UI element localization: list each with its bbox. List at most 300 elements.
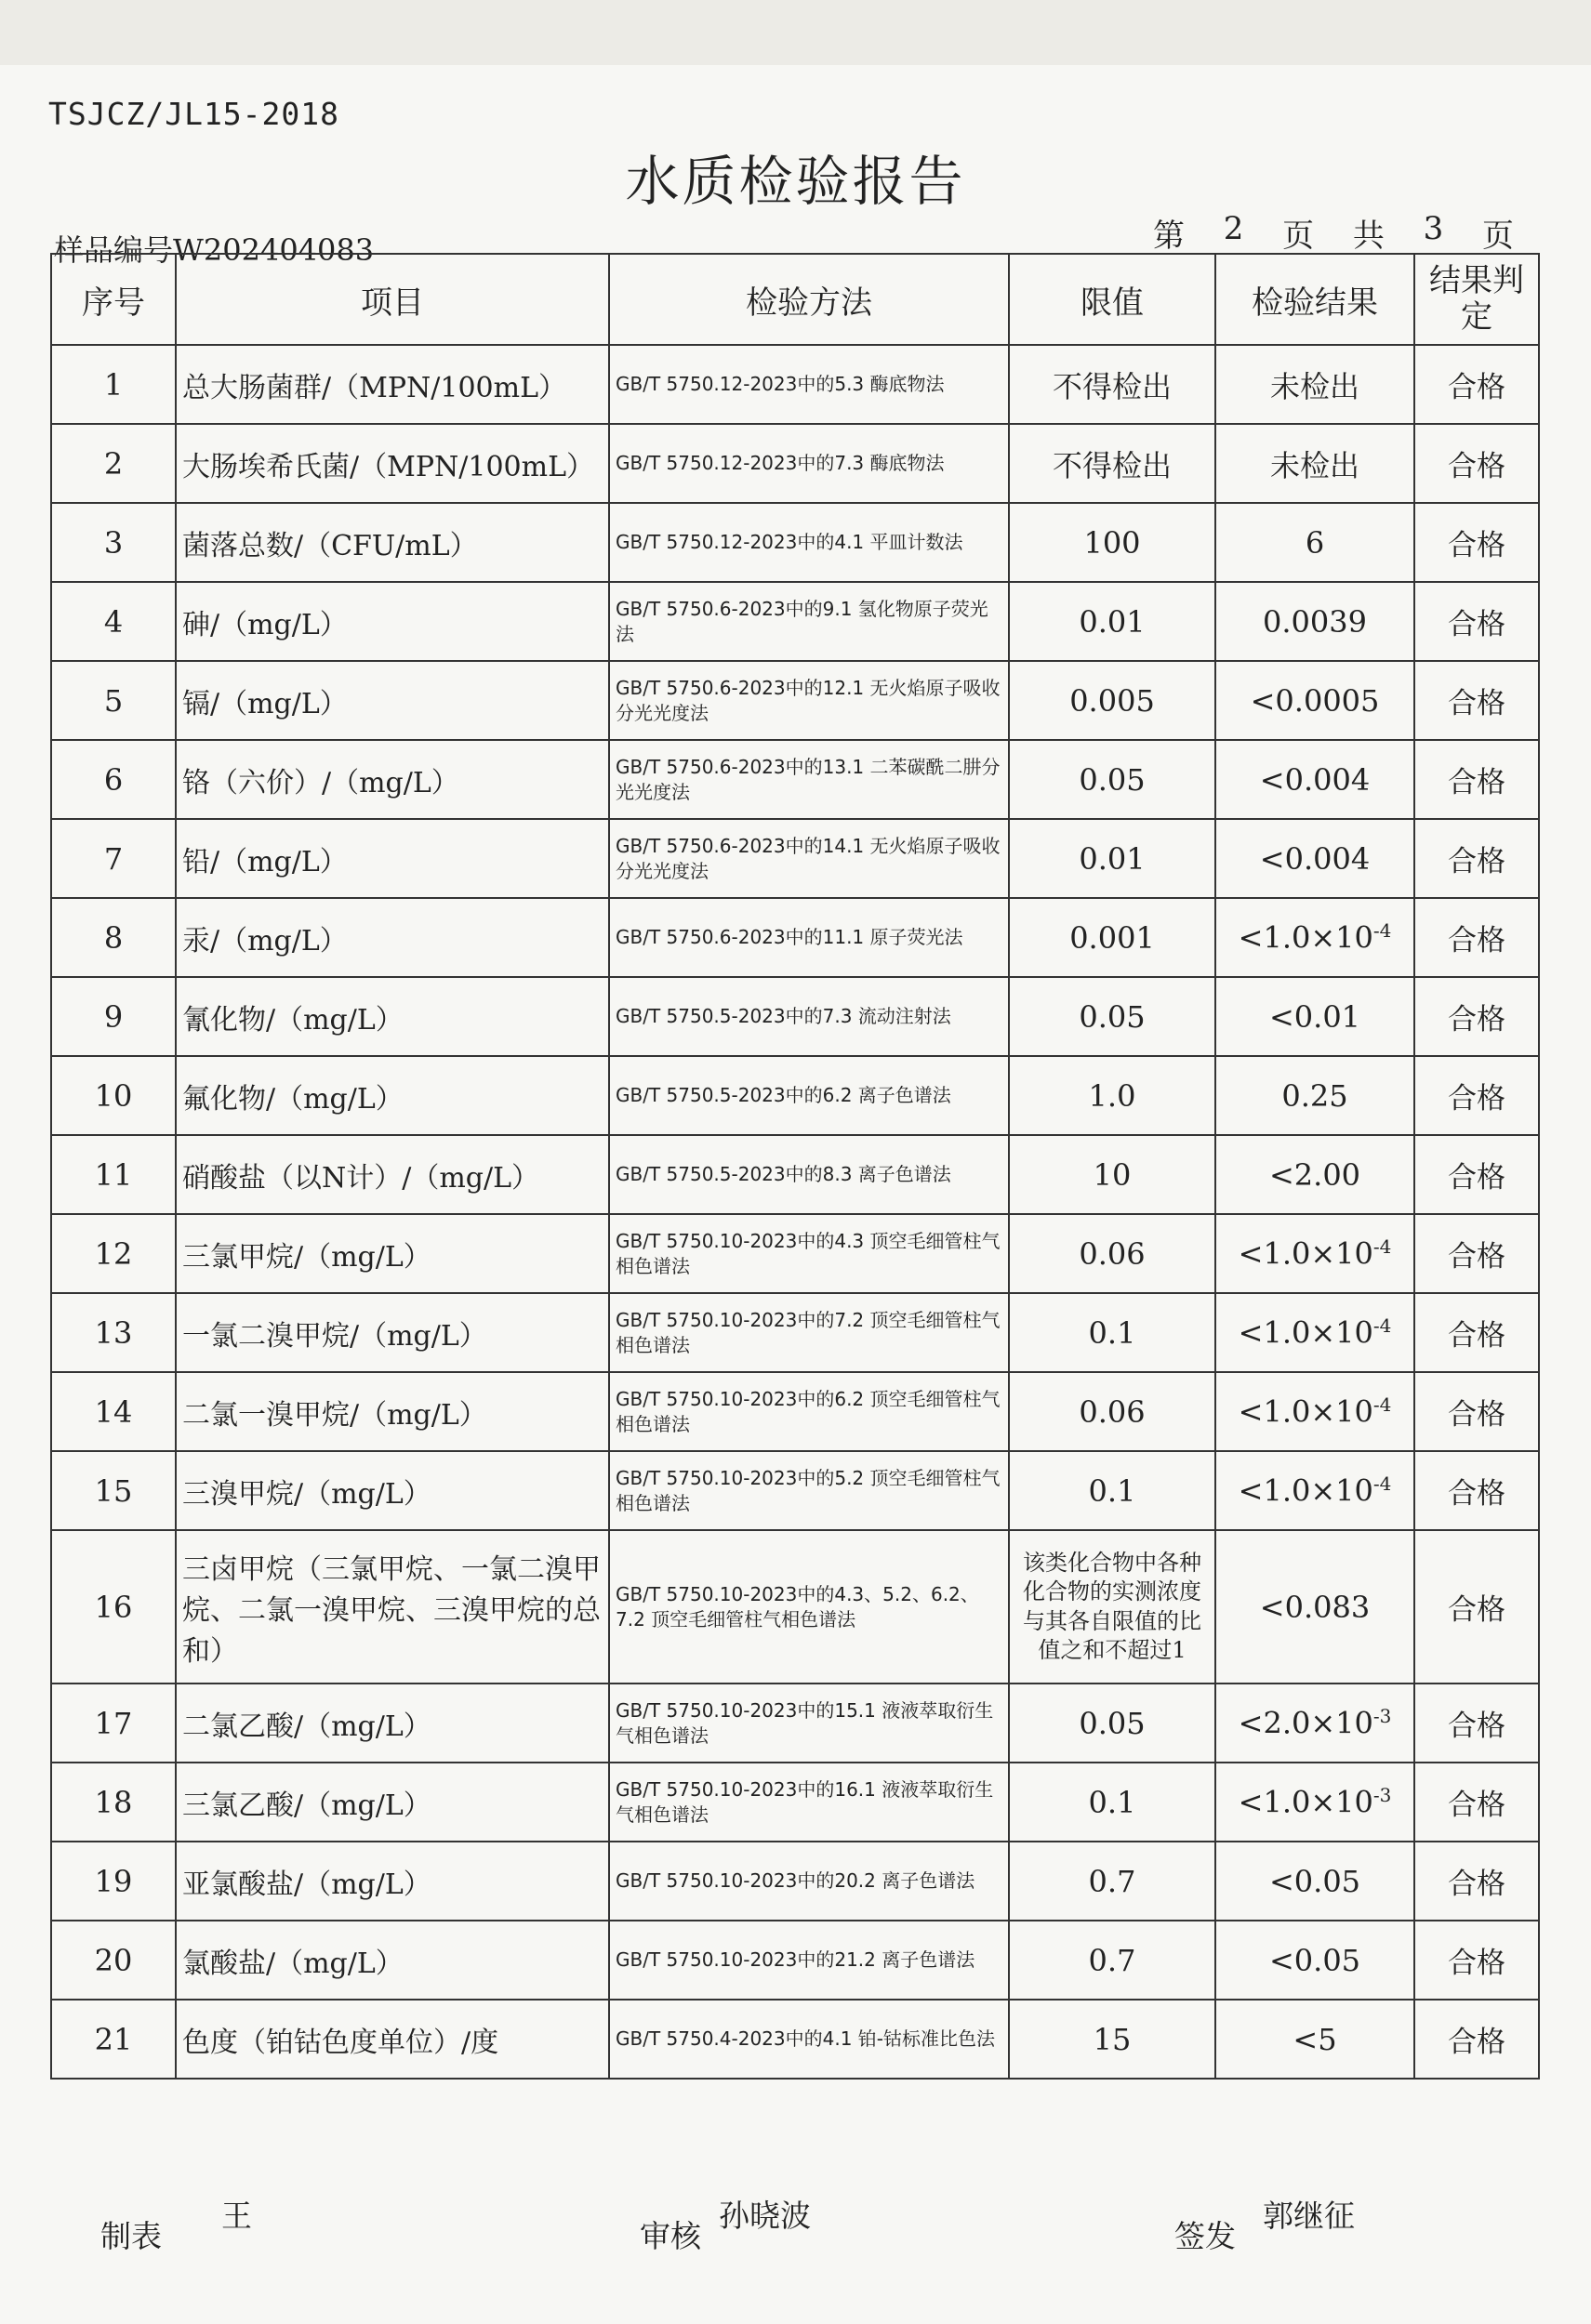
- cell-limit-text: 0.01: [1079, 603, 1146, 640]
- cell-no-text: 3: [103, 524, 124, 561]
- cell-no-text: 17: [94, 1705, 133, 1741]
- page-indicator: [1153, 210, 1516, 256]
- cell-result-text: <5: [1293, 2021, 1337, 2057]
- cell-result: [1215, 1530, 1414, 1684]
- table-row: [51, 1135, 1539, 1214]
- cell-judge: [1414, 1135, 1539, 1214]
- cell-no-text: 21: [94, 2021, 133, 2057]
- cell-method: [609, 345, 1009, 424]
- cell-result: [1215, 1293, 1414, 1372]
- cell-result-text: <0.01: [1268, 998, 1361, 1035]
- cell-no-text: 12: [94, 1235, 133, 1272]
- cell-result-text: <1.0×10: [1238, 1472, 1373, 1509]
- cell-limit-text: 0.001: [1069, 919, 1155, 956]
- table-row: [51, 819, 1539, 898]
- cell-result-text: <0.083: [1259, 1589, 1371, 1625]
- cell-method: [609, 740, 1009, 819]
- cell-item-text: 氟化物/（mg/L）: [182, 1082, 404, 1116]
- cell-method-text: GB/T 5750.6-2023中的9.1 氢化物原子荧光法: [616, 597, 988, 645]
- cell-item-text: 硝酸盐（以N计）/（mg/L）: [182, 1161, 540, 1195]
- cell-method: [609, 424, 1009, 503]
- table-row: [51, 898, 1539, 977]
- cell-judge-text: 合格: [1448, 845, 1505, 878]
- cell-result-exponent: -4: [1372, 1314, 1392, 1338]
- cell-judge: [1414, 1056, 1539, 1135]
- table-header-row: [51, 254, 1539, 345]
- cell-result-text: <0.05: [1268, 1942, 1361, 1978]
- cell-item: [176, 345, 609, 424]
- cell-limit: [1009, 1530, 1215, 1684]
- cell-judge: [1414, 1451, 1539, 1530]
- cell-item: [176, 2000, 609, 2079]
- cell-result-text: 6: [1305, 524, 1325, 561]
- reviewed-signature: 孙晓波: [719, 2198, 811, 2234]
- cell-limit-text: 1.0: [1088, 1077, 1136, 1114]
- table-body: [51, 345, 1539, 2079]
- table-row: [51, 1056, 1539, 1135]
- cell-method: [609, 1921, 1009, 2000]
- cell-result-text: 0.0039: [1263, 603, 1367, 640]
- cell-limit: [1009, 345, 1215, 424]
- cell-judge: [1414, 1921, 1539, 2000]
- cell-item: [176, 424, 609, 503]
- page-current: 2: [1223, 210, 1246, 247]
- cell-judge: [1414, 898, 1539, 977]
- cell-no-text: 20: [94, 1942, 133, 1978]
- cell-item: [176, 1372, 609, 1451]
- cell-method-text: GB/T 5750.10-2023中的5.2 顶空毛细管柱气相色谱法: [616, 1466, 1001, 1514]
- cell-method: [609, 1372, 1009, 1451]
- cell-limit: [1009, 977, 1215, 1056]
- cell-item-text: 铬（六价）/（mg/L）: [182, 766, 459, 799]
- cell-method: [609, 2000, 1009, 2079]
- cell-limit-text: 0.1: [1088, 1314, 1136, 1351]
- cell-item: [176, 503, 609, 582]
- cell-result: [1215, 1214, 1414, 1293]
- cell-judge: [1414, 1372, 1539, 1451]
- cell-judge: [1414, 1684, 1539, 1763]
- cell-result-exponent: -3: [1372, 1705, 1392, 1728]
- cell-no: [51, 1214, 176, 1293]
- page-unit: 页: [1282, 218, 1317, 255]
- cell-no: [51, 1056, 176, 1135]
- table-row: [51, 1451, 1539, 1530]
- cell-limit: [1009, 1372, 1215, 1451]
- cell-item-text: 亚氯酸盐/（mg/L）: [182, 1868, 431, 1901]
- cell-item: [176, 898, 609, 977]
- cell-method-text: GB/T 5750.5-2023中的8.3 离子色谱法: [616, 1163, 951, 1185]
- cell-method: [609, 582, 1009, 661]
- cell-no-text: 4: [103, 603, 124, 640]
- cell-no: [51, 977, 176, 1056]
- cell-item-text: 氯酸盐/（mg/L）: [182, 1947, 404, 1980]
- cell-limit-text: 10: [1093, 1156, 1132, 1193]
- cell-method-text: GB/T 5750.6-2023中的13.1 二苯碳酰二肼分光光度法: [616, 755, 1001, 803]
- signature-footer: [100, 2192, 1495, 2276]
- page-total: 3: [1423, 210, 1446, 247]
- cell-result-text: <1.0×10: [1238, 1235, 1373, 1272]
- cell-item-text: 总大肠菌群/（MPN/100mL）: [182, 371, 566, 404]
- cell-result-text: <1.0×10: [1238, 1314, 1373, 1351]
- cell-item: [176, 1842, 609, 1921]
- cell-limit: [1009, 740, 1215, 819]
- cell-result: [1215, 1135, 1414, 1214]
- cell-judge: [1414, 740, 1539, 819]
- cell-judge-text: 合格: [1448, 1477, 1505, 1511]
- cell-limit: [1009, 1684, 1215, 1763]
- cell-limit-text: 0.7: [1088, 1863, 1136, 1899]
- cell-limit: [1009, 1763, 1215, 1842]
- cell-limit-text: 0.1: [1088, 1472, 1136, 1509]
- cell-item-text: 三氯甲烷/（mg/L）: [182, 1240, 431, 1274]
- cell-method-text: GB/T 5750.6-2023中的12.1 无火焰原子吸收分光光度法: [616, 676, 1001, 724]
- cell-item-text: 汞/（mg/L）: [182, 924, 348, 957]
- cell-method-text: GB/T 5750.12-2023中的7.3 酶底物法: [616, 452, 945, 474]
- table-row: [51, 2000, 1539, 2079]
- cell-method: [609, 1684, 1009, 1763]
- cell-method-text: GB/T 5750.6-2023中的11.1 原子荧光法: [616, 926, 963, 948]
- cell-result: [1215, 1763, 1414, 1842]
- table-row: [51, 740, 1539, 819]
- cell-limit-text: 0.005: [1069, 682, 1155, 719]
- cell-result-text: 未检出: [1269, 447, 1359, 483]
- table-row: [51, 1214, 1539, 1293]
- cell-method-text: GB/T 5750.10-2023中的4.3、5.2、6.2、7.2 顶空毛细管柱气相色谱法: [616, 1582, 979, 1631]
- cell-no: [51, 1372, 176, 1451]
- cell-no: [51, 503, 176, 582]
- cell-item-text: 三氯乙酸/（mg/L）: [182, 1789, 431, 1822]
- cell-limit: [1009, 819, 1215, 898]
- cell-result: [1215, 977, 1414, 1056]
- cell-judge-text: 合格: [1448, 2026, 1505, 2059]
- page-prefix: 第: [1153, 218, 1187, 255]
- cell-judge-text: 合格: [1448, 1868, 1505, 1901]
- header-judge: 结果判定: [1414, 254, 1539, 345]
- cell-method-text: GB/T 5750.10-2023中的4.3 顶空毛细管柱气相色谱法: [616, 1229, 1001, 1277]
- cell-result: [1215, 661, 1414, 740]
- cell-method-text: GB/T 5750.10-2023中的20.2 离子色谱法: [616, 1869, 975, 1892]
- cell-item-text: 氰化物/（mg/L）: [182, 1003, 404, 1037]
- cell-no: [51, 1135, 176, 1214]
- cell-judge: [1414, 1530, 1539, 1684]
- form-code: TSJCZ/JL15-2018: [48, 96, 340, 132]
- cell-judge: [1414, 1842, 1539, 1921]
- cell-result: [1215, 582, 1414, 661]
- cell-result-exponent: -4: [1372, 919, 1392, 943]
- cell-limit-text: 100: [1083, 524, 1141, 561]
- table-row: [51, 977, 1539, 1056]
- table-row: [51, 1372, 1539, 1451]
- cell-limit: [1009, 1451, 1215, 1530]
- cell-no: [51, 424, 176, 503]
- cell-method: [609, 1530, 1009, 1684]
- cell-no: [51, 1451, 176, 1530]
- cell-item: [176, 819, 609, 898]
- cell-item-text: 二氯一溴甲烷/（mg/L）: [182, 1398, 487, 1432]
- cell-item: [176, 1763, 609, 1842]
- cell-method-text: GB/T 5750.10-2023中的21.2 离子色谱法: [616, 1948, 975, 1971]
- cell-item-text: 二氯乙酸/（mg/L）: [182, 1710, 431, 1743]
- prepared-signature: 王: [221, 2198, 252, 2234]
- cell-result: [1215, 2000, 1414, 2079]
- cell-result: [1215, 740, 1414, 819]
- cell-result-text: <0.004: [1259, 840, 1371, 877]
- cell-method: [609, 1451, 1009, 1530]
- cell-judge-text: 合格: [1448, 1398, 1505, 1432]
- table-row: [51, 503, 1539, 582]
- cell-limit-text: 不得检出: [1052, 368, 1172, 404]
- cell-judge-text: 合格: [1448, 687, 1505, 720]
- cell-judge-text: 合格: [1448, 1789, 1505, 1822]
- cell-result: [1215, 1842, 1414, 1921]
- cell-item: [176, 1451, 609, 1530]
- cell-item-text: 三卤甲烷（三氯甲烷、一氯二溴甲烷、二氯一溴甲烷、三溴甲烷的总和）: [182, 1552, 601, 1668]
- header-item: 项目: [176, 254, 609, 345]
- cell-judge-text: 合格: [1448, 1240, 1505, 1274]
- cell-no-text: 9: [103, 998, 124, 1035]
- cell-item: [176, 977, 609, 1056]
- table-row: [51, 1921, 1539, 2000]
- cell-judge-text: 合格: [1448, 1161, 1505, 1195]
- cell-no-text: 19: [94, 1863, 133, 1899]
- cell-item-text: 砷/（mg/L）: [182, 608, 348, 641]
- header-limit: 限值: [1009, 254, 1215, 345]
- cell-judge-text: 合格: [1448, 1082, 1505, 1116]
- cell-limit-text: 0.05: [1079, 998, 1146, 1035]
- cell-method-text: GB/T 5750.4-2023中的4.1 铂-钴标准比色法: [616, 2027, 996, 2050]
- cell-judge-text: 合格: [1448, 1710, 1505, 1743]
- cell-limit: [1009, 503, 1215, 582]
- cell-no-text: 2: [103, 445, 124, 482]
- cell-item: [176, 1684, 609, 1763]
- cell-limit: [1009, 1293, 1215, 1372]
- cell-item-text: 一氯二溴甲烷/（mg/L）: [182, 1319, 487, 1353]
- cell-limit-text: 不得检出: [1052, 447, 1172, 483]
- cell-method: [609, 1763, 1009, 1842]
- cell-limit: [1009, 898, 1215, 977]
- cell-item: [176, 740, 609, 819]
- cell-judge-text: 合格: [1448, 1319, 1505, 1353]
- cell-judge: [1414, 1214, 1539, 1293]
- table-row: [51, 424, 1539, 503]
- cell-limit-text: 0.05: [1079, 1705, 1146, 1741]
- cell-method-text: GB/T 5750.12-2023中的4.1 平皿计数法: [616, 531, 963, 553]
- cell-result: [1215, 1921, 1414, 2000]
- cell-no: [51, 819, 176, 898]
- table-row: [51, 1842, 1539, 1921]
- table-row: [51, 1763, 1539, 1842]
- table-row: [51, 582, 1539, 661]
- cell-no-text: 15: [94, 1472, 133, 1509]
- cell-result: [1215, 424, 1414, 503]
- cell-no: [51, 1530, 176, 1684]
- cell-result-exponent: -3: [1372, 1784, 1392, 1807]
- cell-item: [176, 1293, 609, 1372]
- cell-item: [176, 1056, 609, 1135]
- cell-method-text: GB/T 5750.10-2023中的15.1 液液萃取衍生气相色谱法: [616, 1698, 994, 1747]
- cell-method: [609, 1842, 1009, 1921]
- cell-limit-text: 该类化合物中各种化合物的实测浓度与其各自限值的比值之和不超过1: [1023, 1550, 1201, 1663]
- issued-label: 签发: [1174, 2218, 1236, 2254]
- header-result: 检验结果: [1215, 254, 1414, 345]
- cell-no: [51, 1763, 176, 1842]
- cell-result-text: <1.0×10: [1238, 1393, 1373, 1430]
- cell-result-text: 0.25: [1281, 1077, 1348, 1114]
- cell-limit-text: 0.06: [1079, 1393, 1146, 1430]
- cell-judge-text: 合格: [1448, 1003, 1505, 1037]
- cell-limit: [1009, 1135, 1215, 1214]
- cell-judge-text: 合格: [1448, 608, 1505, 641]
- cell-method: [609, 1293, 1009, 1372]
- cell-judge-text: 合格: [1448, 1593, 1505, 1627]
- cell-judge-text: 合格: [1448, 371, 1505, 404]
- cell-result-text: 未检出: [1269, 368, 1359, 404]
- cell-result-text: <0.004: [1259, 761, 1371, 798]
- cell-judge: [1414, 1293, 1539, 1372]
- cell-no: [51, 1842, 176, 1921]
- cell-judge-text: 合格: [1448, 450, 1505, 483]
- cell-no-text: 7: [103, 840, 124, 877]
- sample-number: 样品编号W202404083: [54, 232, 375, 268]
- cell-result-exponent: -4: [1372, 1393, 1392, 1417]
- cell-judge-text: 合格: [1448, 924, 1505, 957]
- cell-no-text: 13: [94, 1314, 133, 1351]
- cell-limit-text: 15: [1093, 2021, 1132, 2057]
- cell-method-text: GB/T 5750.5-2023中的6.2 离子色谱法: [616, 1084, 951, 1106]
- cell-judge-text: 合格: [1448, 766, 1505, 799]
- cell-no: [51, 582, 176, 661]
- cell-limit: [1009, 661, 1215, 740]
- cell-no-text: 10: [94, 1077, 133, 1114]
- cell-judge-text: 合格: [1448, 1947, 1505, 1980]
- cell-item: [176, 1530, 609, 1684]
- header-method: 检验方法: [609, 254, 1009, 345]
- cell-no-text: 6: [103, 761, 124, 798]
- cell-judge: [1414, 503, 1539, 582]
- cell-item-text: 菌落总数/（CFU/mL）: [182, 529, 478, 562]
- cell-judge: [1414, 661, 1539, 740]
- cell-result-text: <1.0×10: [1238, 919, 1373, 956]
- cell-limit-text: 0.01: [1079, 840, 1146, 877]
- table-row: [51, 345, 1539, 424]
- cell-limit-text: 0.1: [1088, 1784, 1136, 1820]
- cell-judge: [1414, 2000, 1539, 2079]
- cell-item-text: 镉/（mg/L）: [182, 687, 348, 720]
- cell-method-text: GB/T 5750.10-2023中的6.2 顶空毛细管柱气相色谱法: [616, 1387, 1001, 1435]
- cell-limit: [1009, 1056, 1215, 1135]
- cell-no-text: 11: [94, 1156, 133, 1193]
- cell-method: [609, 1056, 1009, 1135]
- cell-item: [176, 1921, 609, 2000]
- cell-no-text: 18: [94, 1784, 133, 1820]
- issued-signature: 郭继征: [1263, 2198, 1355, 2234]
- cell-result-text: <2.0×10: [1238, 1705, 1373, 1741]
- cell-limit: [1009, 424, 1215, 503]
- cell-no: [51, 898, 176, 977]
- cell-result: [1215, 503, 1414, 582]
- cell-result: [1215, 819, 1414, 898]
- cell-no-text: 14: [94, 1393, 133, 1430]
- cell-item-text: 大肠埃希氏菌/（MPN/100mL）: [182, 450, 594, 483]
- table-row: [51, 1530, 1539, 1684]
- header-no: 序号: [51, 254, 176, 345]
- page-total-prefix: 共: [1352, 218, 1386, 255]
- cell-judge: [1414, 977, 1539, 1056]
- cell-result: [1215, 1056, 1414, 1135]
- cell-item: [176, 1135, 609, 1214]
- cell-item-text: 色度（铂钴色度单位）/度: [182, 2026, 499, 2059]
- cell-item: [176, 661, 609, 740]
- cell-item: [176, 1214, 609, 1293]
- cell-result-exponent: -4: [1372, 1235, 1392, 1259]
- cell-method: [609, 1135, 1009, 1214]
- cell-method: [609, 819, 1009, 898]
- cell-judge-text: 合格: [1448, 529, 1505, 562]
- cell-method-text: GB/T 5750.6-2023中的14.1 无火焰原子吸收分光光度法: [616, 834, 1001, 882]
- cell-no: [51, 661, 176, 740]
- table-row: [51, 661, 1539, 740]
- cell-limit: [1009, 2000, 1215, 2079]
- cell-judge: [1414, 345, 1539, 424]
- cell-result-exponent: -4: [1372, 1472, 1392, 1496]
- cell-item-text: 三溴甲烷/（mg/L）: [182, 1477, 431, 1511]
- cell-item-text: 铅/（mg/L）: [182, 845, 348, 878]
- cell-result: [1215, 1451, 1414, 1530]
- cell-limit-text: 0.05: [1079, 761, 1146, 798]
- cell-judge: [1414, 424, 1539, 503]
- cell-method: [609, 977, 1009, 1056]
- cell-no: [51, 1293, 176, 1372]
- cell-judge: [1414, 582, 1539, 661]
- cell-item: [176, 582, 609, 661]
- page-total-unit: 页: [1481, 218, 1516, 255]
- results-table: [50, 253, 1540, 2080]
- cell-method-text: GB/T 5750.12-2023中的5.3 酶底物法: [616, 373, 945, 395]
- cell-no-text: 16: [94, 1589, 133, 1625]
- cell-judge: [1414, 1763, 1539, 1842]
- reviewed-label: 审核: [640, 2218, 701, 2254]
- report-title: 水质检验报告: [625, 150, 966, 213]
- cell-method: [609, 898, 1009, 977]
- prepared-label: 制表: [100, 2218, 162, 2254]
- cell-no-text: 8: [103, 919, 124, 956]
- cell-limit-text: 0.7: [1088, 1942, 1136, 1978]
- cell-limit: [1009, 1842, 1215, 1921]
- cell-method: [609, 503, 1009, 582]
- cell-limit: [1009, 1921, 1215, 2000]
- cell-no: [51, 740, 176, 819]
- cell-judge: [1414, 819, 1539, 898]
- cell-method-text: GB/T 5750.5-2023中的7.3 流动注射法: [616, 1005, 951, 1027]
- cell-result: [1215, 1684, 1414, 1763]
- cell-result-text: <0.05: [1268, 1863, 1361, 1899]
- cell-method: [609, 661, 1009, 740]
- cell-result: [1215, 898, 1414, 977]
- cell-no: [51, 1684, 176, 1763]
- cell-no-text: 5: [103, 682, 124, 719]
- cell-method-text: GB/T 5750.10-2023中的7.2 顶空毛细管柱气相色谱法: [616, 1308, 1001, 1356]
- cell-limit: [1009, 582, 1215, 661]
- cell-result-text: <2.00: [1268, 1156, 1361, 1193]
- table-row: [51, 1684, 1539, 1763]
- cell-method: [609, 1214, 1009, 1293]
- cell-result-text: <0.0005: [1250, 682, 1380, 719]
- cell-no: [51, 2000, 176, 2079]
- cell-limit: [1009, 1214, 1215, 1293]
- cell-no: [51, 1921, 176, 2000]
- cell-result: [1215, 1372, 1414, 1451]
- cell-no-text: 1: [103, 366, 124, 403]
